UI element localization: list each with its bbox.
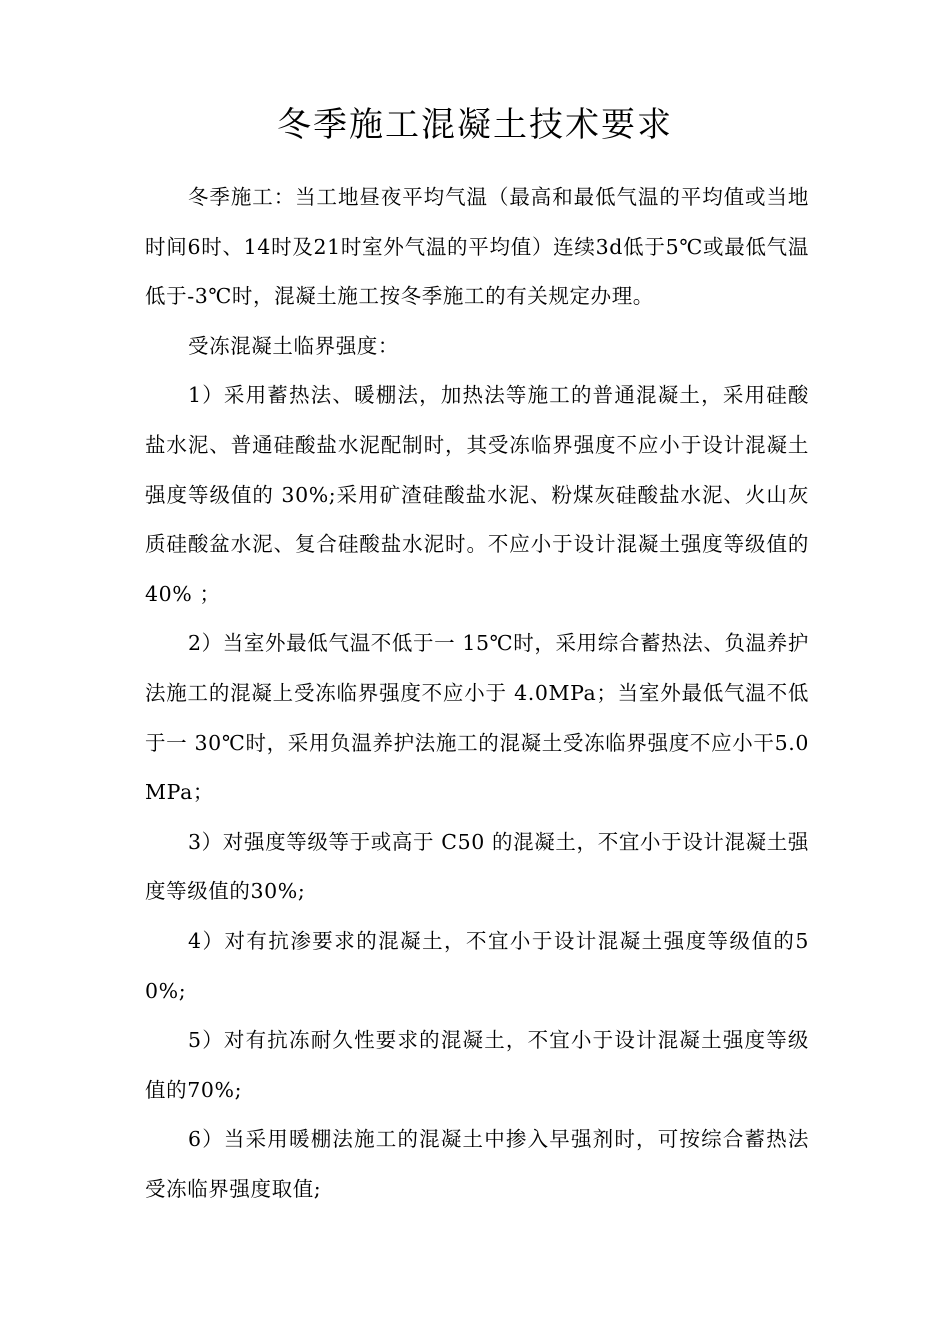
document-title: 冬季施工混凝土技术要求: [277, 105, 673, 145]
paragraph-item-4: 4）对有抗渗要求的混凝土，不宜小于设计混凝土强度等级值的50%;: [145, 928, 809, 1003]
paragraph-item-5: 5）对有抗冻耐久性要求的混凝土，不宜小于设计混凝土强度等级值的70%;: [145, 1028, 809, 1102]
paragraph-item-3: 3）对强度等级等于或高于 C50 的混凝土，不宜小于设计混凝土强度等级值的30%;: [145, 829, 809, 904]
paragraph-critical-strength-heading: 受冻混凝土临界强度：: [188, 333, 399, 358]
paragraph-item-1: 1）采用蓄热法、暖棚法，加热法等施工的普通混凝土，采用硅酸盐水泥、普通硅酸盐水泥配制时，其受冻临界强度不应小于设计混凝土强度等级值的 30%;采用矿渣硅酸盐水泥、粉煤灰硅酸盐水泥、火山灰质硅酸盆水泥、复合硅酸盐水泥时。不应小于设计混凝土强度等级值的40% ；: [145, 383, 809, 606]
paragraph-winter-construction-definition: 冬季施工：当工地昼夜平均气温（最高和最低气温的平均值或当地时间6时、14时及21时室外气温的平均值）连续3d低于5℃或最低气温低于-3℃时，混凝土施工按冬季施工的有关规定办理。: [145, 185, 809, 309]
paragraph-item-6: 6）当采用暖棚法施工的混凝土中掺入早强剂时，可按综合蓄热法受冻临界强度取值;: [145, 1127, 809, 1201]
paragraph-item-2: 2）当室外最低气温不低于一 15℃时，采用综合蓄热法、负温养护法施工的混凝上受冻临界强度不应小于 4.0MPa；当室外最低气温不低于一 30℃时，采用负温养护法施工的混凝土受冻临界强度不应小干5.0MPa；: [145, 631, 809, 805]
document-body: [145, 173, 809, 1214]
